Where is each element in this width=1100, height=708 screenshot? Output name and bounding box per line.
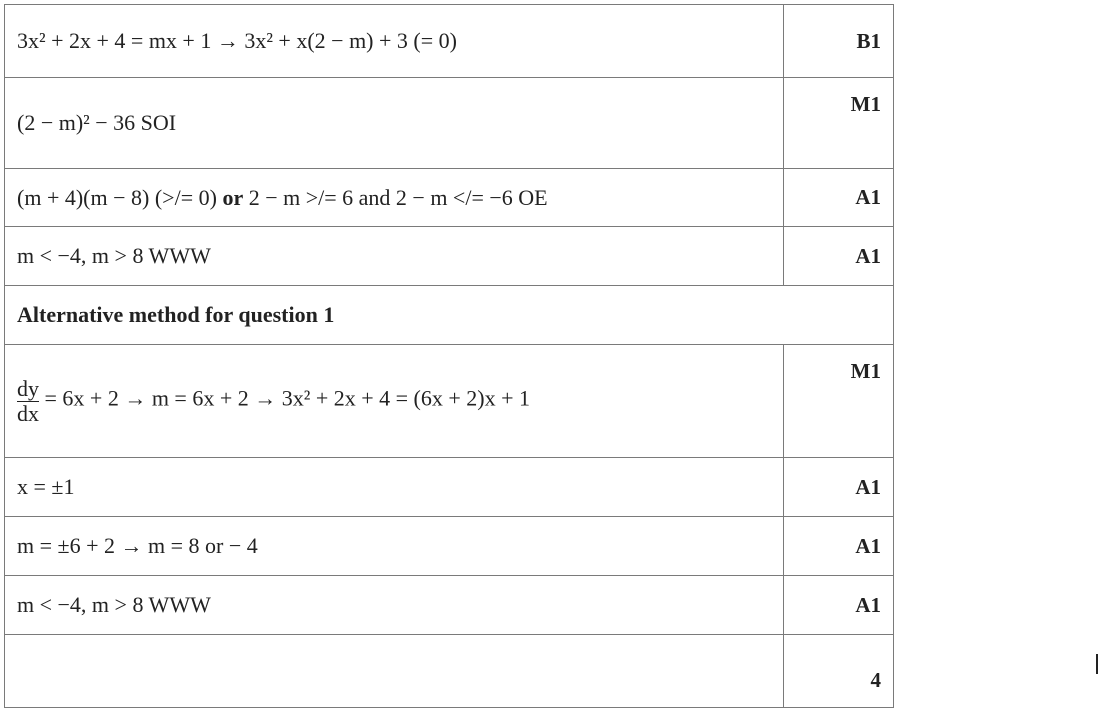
working-cell xyxy=(5,78,784,169)
total-mark-text: 4 xyxy=(870,668,881,692)
alternative-method-heading xyxy=(5,286,894,345)
working-text: m = ±6 + 2 → m = 8 or − 4 xyxy=(17,533,258,558)
text-cursor xyxy=(1096,654,1098,674)
mark-text: A1 xyxy=(855,185,881,209)
mark-cell xyxy=(784,169,894,227)
working-text: x = ±1 xyxy=(17,474,75,499)
working-text: 2 − m >/= 6 and 2 − m </= −6 OE xyxy=(248,184,548,210)
table-row xyxy=(5,78,894,169)
mark-cell xyxy=(784,576,894,635)
mark-text: A1 xyxy=(855,243,881,268)
working-cell xyxy=(5,517,784,576)
working-text: m < −4, m > 8 WWW xyxy=(17,243,211,268)
working-cell xyxy=(5,5,784,78)
table-row xyxy=(5,345,894,458)
working-cell xyxy=(5,227,784,286)
mark-cell xyxy=(784,5,894,78)
mark-scheme-table xyxy=(4,4,894,708)
working-cell xyxy=(5,635,784,708)
table-row xyxy=(5,635,894,708)
table-row xyxy=(5,576,894,635)
working-text: (m + 4)(m − 8) (>/= 0) xyxy=(17,184,217,210)
working-cell xyxy=(5,345,784,458)
table-row xyxy=(5,458,894,517)
mark-text: A1 xyxy=(855,474,881,499)
working-cell xyxy=(5,169,784,227)
working-cell xyxy=(5,458,784,517)
table-row xyxy=(5,5,894,78)
heading-text: Alternative method for question 1 xyxy=(17,302,335,327)
derivative-fraction xyxy=(17,377,39,424)
fraction-denominator: dx xyxy=(17,400,39,426)
mark-cell xyxy=(784,517,894,576)
or-keyword: or xyxy=(222,184,244,210)
working-text: m < −4, m > 8 WWW xyxy=(17,592,211,617)
mark-text: B1 xyxy=(856,28,881,53)
mark-cell xyxy=(784,227,894,286)
mark-text: M1 xyxy=(850,359,881,383)
working-cell xyxy=(5,576,784,635)
working-text: 3x² + 2x + 4 = mx + 1 → 3x² + x(2 − m) + 3 (= 0) xyxy=(17,28,457,53)
mark-cell xyxy=(784,78,894,169)
table-row xyxy=(5,286,894,345)
mark-text: A1 xyxy=(855,592,881,617)
mark-cell xyxy=(784,458,894,517)
table-row xyxy=(5,169,894,227)
table-row xyxy=(5,227,894,286)
mark-text: A1 xyxy=(855,533,881,558)
fraction-numerator: dy xyxy=(17,376,39,402)
working-text: (2 − m)² − 36 SOI xyxy=(17,110,177,135)
table-row xyxy=(5,517,894,576)
mark-cell xyxy=(784,345,894,458)
working-text: = 6x + 2 → m = 6x + 2 → 3x² + 2x + 4 = (6x + 2)x + 1 xyxy=(44,386,531,412)
mark-text: M1 xyxy=(850,92,881,116)
total-mark-cell xyxy=(784,635,894,708)
